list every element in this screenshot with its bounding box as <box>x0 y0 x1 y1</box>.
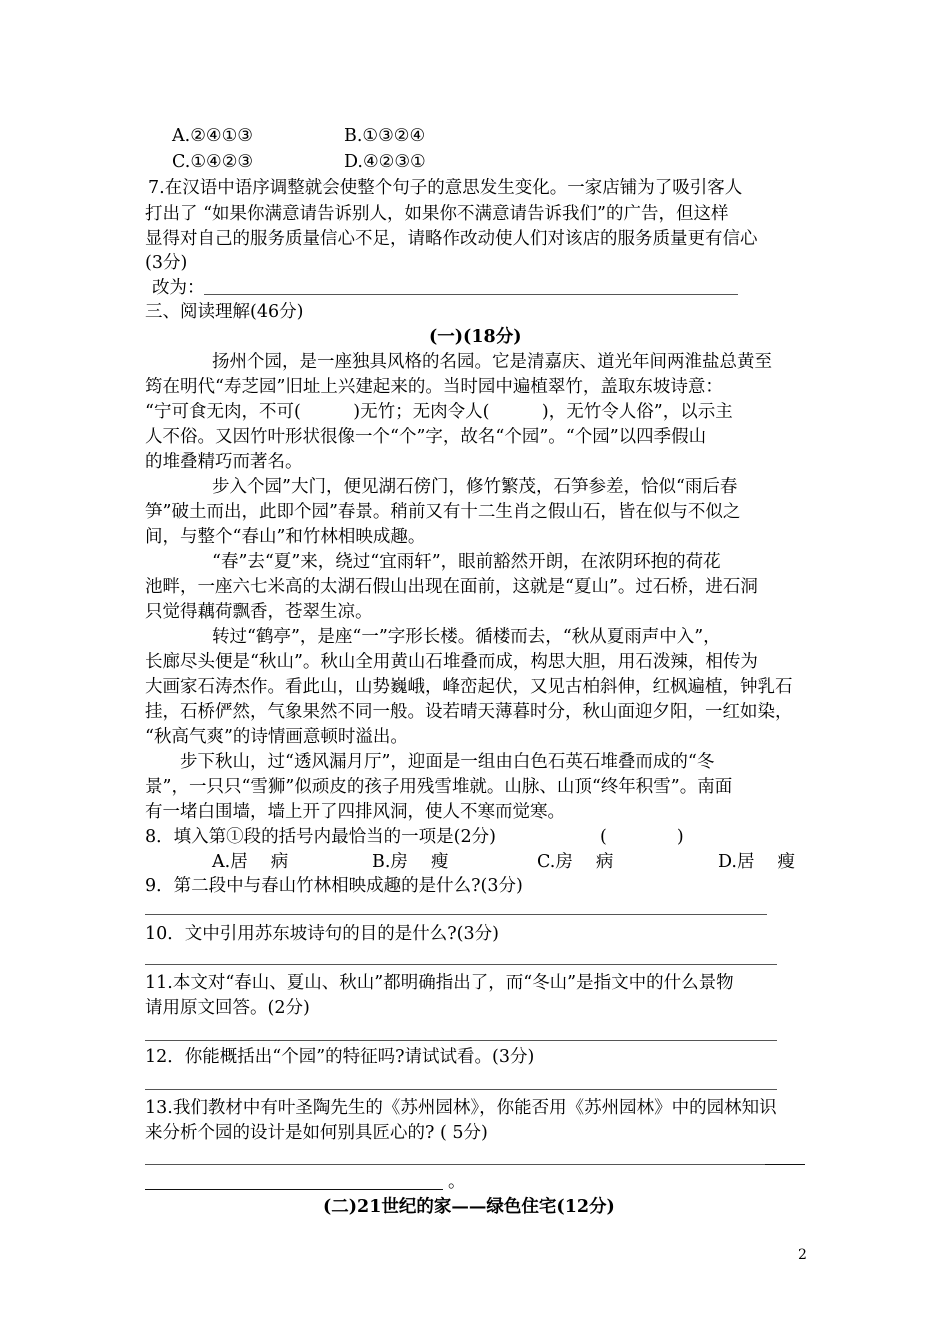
passage-1-line: 扬州个园，是一座独具风格的名园。它是清嘉庆、道光年间两淮盐总黄至 <box>212 352 772 372</box>
passage-1-line: 有一堵白围墙，墙上开了四排风洞，使人不寒而觉寒。 <box>145 802 565 822</box>
passage-1-line: 长廊尽头便是“秋山”。秋山全用黄山石堆叠而成，构思大胆，用石泼辣，相传为 <box>145 652 758 672</box>
q8-option-b: B.房 瘦 <box>372 852 449 872</box>
q7-answer-line[interactable] <box>204 294 738 295</box>
q12-answer-line[interactable] <box>145 1089 777 1090</box>
q9-stem: 9．第二段中与春山竹林相映成趣的是什么?(3分) <box>145 876 523 896</box>
passage-2-heading: (二)21世纪的家——绿色住宅(12分) <box>323 1197 615 1217</box>
q7-line-4: (3分) <box>145 253 188 273</box>
passage-1-line: “秋高气爽”的诗情画意顿时溢出。 <box>145 727 408 747</box>
passage-1-line: “宁可食无肉，不可( )无竹；无肉令人( )，无竹令人俗”，以示主 <box>145 402 733 422</box>
passage-1-line: 大画家石涛杰作。看此山，山势巍峨，峰峦起伏，又见古柏斜伸，红枫遍植，钟乳石 <box>145 677 793 697</box>
q7-line-3: 显得对自己的服务质量信心不足，请略作改动使人们对该店的服务质量更有信心 <box>145 229 758 249</box>
passage-1-line: 筠在明代“寿芝园”旧址上兴建起来的。当时园中遍植翠竹，盖取东坡诗意： <box>145 377 723 397</box>
page-number: 2 <box>798 1247 807 1263</box>
q13-end-mark: 。 <box>448 1172 466 1192</box>
passage-1-line: 挂，石桥俨然，气象果然不同一般。设若晴天薄暮时分，秋山面迎夕阳，一红如染， <box>145 702 793 722</box>
q11-answer-line[interactable] <box>145 1040 777 1041</box>
q6-option-d: D.④②③① <box>344 152 426 172</box>
q6-option-a: A.②④①③ <box>172 126 253 146</box>
q8-option-d: D.居 瘦 <box>718 852 796 872</box>
passage-1-line: 间，与整个“春山”和竹林相映成趣。 <box>145 527 426 547</box>
passage-1-heading: (一)(18分) <box>429 327 522 347</box>
passage-1-line: 步入个园”大门，便见湖石傍门，修竹繁茂，石笋参差，恰似“雨后春 <box>212 477 738 497</box>
passage-1-line: 转过“鹤亭”，是座“一”字形长楼。循楼而去，“秋从夏雨声中入”， <box>212 627 721 647</box>
q12-stem: 12．你能概括出“个园”的特征吗?请试试看。(3分) <box>145 1047 535 1067</box>
passage-1-line: 只觉得藕荷飘香，苍翠生凉。 <box>145 602 373 622</box>
q10-answer-line[interactable] <box>145 964 777 965</box>
q13-answer-line-1[interactable] <box>145 1164 765 1165</box>
q13-answer-line-2[interactable] <box>145 1189 443 1190</box>
q7-line-2: 打出了 “如果你满意请告诉别人，如果你不满意请告诉我们”的广告，但这样 <box>145 204 729 224</box>
q8-stem: 8．填入第①段的括号内最恰当的一项是(2分) <box>145 827 496 847</box>
q9-answer-line[interactable] <box>145 914 767 915</box>
passage-1-line: 人不俗。又因竹叶形状很像一个“个”字，故名“个园”。“个园”以四季假山 <box>145 427 707 447</box>
q13-line-2: 来分析个园的设计是如何别具匠心的? ( 5分) <box>145 1123 488 1143</box>
passage-1-line: 的堆叠精巧而著名。 <box>145 452 303 472</box>
q10-stem: 10．文中引用苏东坡诗句的目的是什么?(3分) <box>145 924 499 944</box>
q8-answer-bracket[interactable]: ( ) <box>600 827 684 847</box>
passage-1-line: 步下秋山，过“透风漏月厅”，迎面是一组由白色石英石堆叠而成的“冬 <box>180 752 715 772</box>
q8-option-c: C.房 病 <box>537 852 614 872</box>
q6-option-c: C.①④②③ <box>172 152 254 172</box>
passage-1-line: 笋”破土而出，此即个园”春景。稍前又有十二生肖之假山石，皆在似与不似之 <box>145 502 741 522</box>
q6-option-b: B.①③②④ <box>344 126 426 146</box>
q13-answer-line-1-end <box>765 1164 805 1165</box>
q11-line-1: 11.本文对“春山、夏山、秋山”都明确指出了，而“冬山”是指文中的什么景物 <box>145 973 734 993</box>
q11-line-2: 请用原文回答。(2分) <box>145 998 310 1018</box>
q13-line-1: 13.我们教材中有叶圣陶先生的《苏州园林》，你能否用《苏州园林》中的园林知识 <box>145 1098 777 1118</box>
passage-1-line: 景”，一只只“雪狮”似顽皮的孩子用残雪堆就。山脉、山顶“终年积雪”。南面 <box>145 777 733 797</box>
q7-answer-label: 改为： <box>152 278 205 298</box>
q8-option-a: A.居 病 <box>212 852 289 872</box>
q7-line-1: 7.在汉语中语序调整就会使整个句子的意思发生变化。一家店铺为了吸引客人 <box>148 178 743 198</box>
passage-1-line: “春”去“夏”来，绕过“宜雨轩”，眼前豁然开朗，在浓阴环抱的荷花 <box>212 552 721 572</box>
passage-1-line: 池畔，一座六七米高的太湖石假山出现在面前，这就是“夏山”。过石桥，进石洞 <box>145 577 758 597</box>
section-3-title: 三、阅读理解(46分) <box>145 302 304 322</box>
